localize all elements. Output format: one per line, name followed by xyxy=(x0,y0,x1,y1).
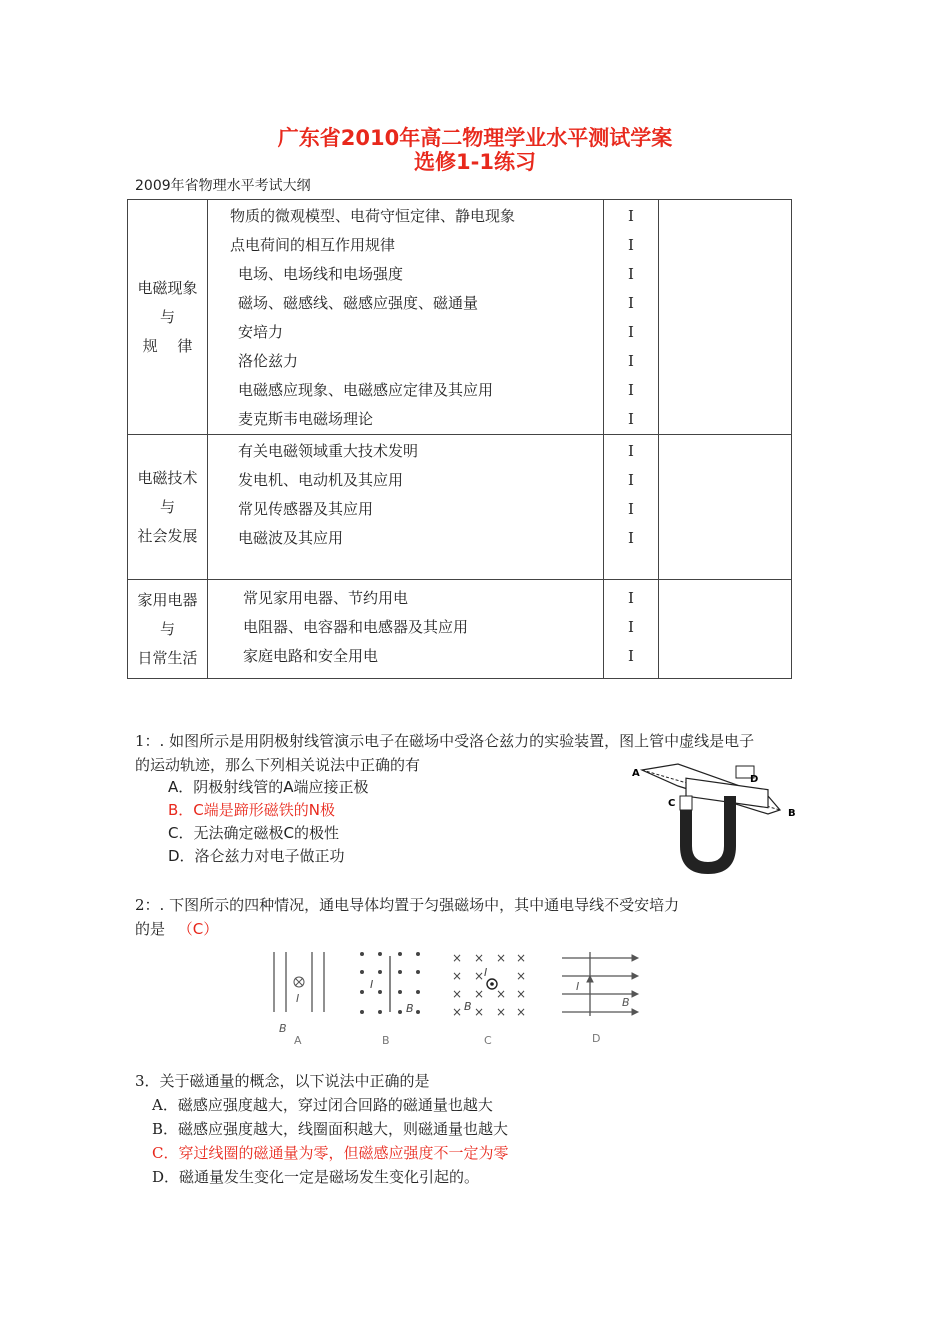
svg-text:×: × xyxy=(496,987,507,1001)
label-b: B xyxy=(788,808,796,819)
category-line: 家用电器 xyxy=(137,590,198,609)
syllabus-item: 电阻器、电容器和电感器及其应用 xyxy=(243,618,469,636)
q2-answer: （C） xyxy=(177,920,219,938)
syllabus-item: 洛伦兹力 xyxy=(238,352,299,370)
q1-stem-line1: 1：. 如图所示是用阴极射线管演示电子在磁场中受洛仑兹力的实验装置，图上管中虚线是电子 xyxy=(135,732,755,750)
q2-stem-line2 xyxy=(135,918,218,941)
category-cell xyxy=(128,580,208,679)
q3-option-c: C．穿过线圈的磁通量为零，但磁感应强度不一定为零 xyxy=(152,1144,509,1162)
syllabus-item: 电场、电场线和电场强度 xyxy=(238,265,404,283)
items-cell xyxy=(208,435,604,580)
level-mark: I xyxy=(628,647,634,665)
level-mark: I xyxy=(628,442,634,460)
current-label: I xyxy=(576,980,580,993)
svg-text:×: × xyxy=(516,1005,527,1019)
svg-text:×: × xyxy=(474,1005,485,1019)
q3-option-d: D．磁通量发生变化一定是磁场发生变化引起的。 xyxy=(152,1168,480,1186)
q3-stem: 3．关于磁通量的概念，以下说法中正确的是 xyxy=(135,1072,430,1090)
label-d: D xyxy=(750,774,759,785)
syllabus-item: 发电机、电动机及其应用 xyxy=(238,471,404,489)
category-cell xyxy=(128,435,208,580)
category-line: 日常生活 xyxy=(137,648,198,667)
level-cell xyxy=(604,435,659,580)
q1-option-b: B．C端是蹄形磁铁的N极 xyxy=(168,801,335,819)
syllabus-item: 常见传感器及其应用 xyxy=(238,500,374,518)
label-a: A xyxy=(632,768,640,779)
page-subtitle: 选修1-1练习 xyxy=(414,150,536,174)
syllabus-item: 有关电磁领域重大技术发明 xyxy=(238,442,419,460)
category-line: 电磁现象 xyxy=(137,278,198,297)
q1-option-a: A．阴极射线管的A端应接正极 xyxy=(168,778,369,796)
current-label: I xyxy=(296,992,300,1005)
blank-cell xyxy=(659,200,792,435)
syllabus-item: 麦克斯韦电磁场理论 xyxy=(238,410,374,428)
level-mark: I xyxy=(628,352,634,370)
cathode-ray-tube-figure xyxy=(628,760,800,878)
svg-text:×: × xyxy=(516,969,527,983)
svg-text:×: × xyxy=(474,951,485,965)
section-row xyxy=(128,200,792,435)
syllabus-item: 点电荷间的相互作用规律 xyxy=(230,236,396,254)
svg-text:×: × xyxy=(516,987,527,1001)
magnet-pole-c xyxy=(680,796,692,810)
category-line: 社会发展 xyxy=(137,526,198,545)
section-row xyxy=(128,435,792,580)
svg-text:×: × xyxy=(474,987,485,1001)
level-mark: I xyxy=(628,589,634,607)
category-line: 电磁技术 xyxy=(137,468,198,487)
level-mark: I xyxy=(628,410,634,428)
svg-text:×: × xyxy=(496,951,507,965)
blank-cell xyxy=(659,580,792,679)
syllabus-item: 常见家用电器、节约用电 xyxy=(243,589,409,607)
q2-stem-line1: 2：. 下图所示的四种情况，通电导体均置于匀强磁场中，其中通电导线不受安培力 xyxy=(135,896,680,914)
syllabus-item: 安培力 xyxy=(238,323,284,341)
ampere-force-figure xyxy=(262,942,652,1046)
current-arrow xyxy=(587,976,593,982)
level-mark: I xyxy=(628,236,634,254)
syllabus-item: 电磁波及其应用 xyxy=(238,529,344,547)
outline-caption: 2009年省物理水平考试大纲 xyxy=(135,178,311,194)
q2-stem-text: 的是 xyxy=(135,920,166,938)
field-label: B xyxy=(279,1022,287,1035)
label-c: C xyxy=(668,798,676,809)
svg-text:×: × xyxy=(452,951,463,965)
level-cell xyxy=(604,200,659,435)
level-cell xyxy=(604,580,659,679)
q1-option-c: C．无法确定磁极C的极性 xyxy=(168,824,339,842)
section-row xyxy=(128,580,792,679)
category-cell xyxy=(128,200,208,435)
level-mark: I xyxy=(628,381,634,399)
category-line: 与 xyxy=(159,497,175,516)
level-mark: I xyxy=(628,265,634,283)
level-mark: I xyxy=(628,471,634,489)
syllabus-item: 家庭电路和安全用电 xyxy=(243,647,379,665)
panel-label-b: B xyxy=(382,1034,390,1046)
level-mark: I xyxy=(628,294,634,312)
panel-label-c: C xyxy=(484,1034,492,1046)
svg-text:×: × xyxy=(516,951,527,965)
items-cell xyxy=(208,200,604,435)
syllabus-item: 电磁感应现象、电磁感应定律及其应用 xyxy=(238,381,494,399)
q1-stem-line2: 的运动轨迹，那么下列相关说法中正确的有 xyxy=(135,756,421,774)
svg-text:×: × xyxy=(452,1005,463,1019)
level-mark: I xyxy=(628,500,634,518)
level-mark: I xyxy=(628,618,634,636)
syllabus-item: 磁场、磁感线、磁感应强度、磁通量 xyxy=(238,294,479,312)
svg-text:×: × xyxy=(452,969,463,983)
svg-text:×: × xyxy=(452,987,463,1001)
panel-label-a: A xyxy=(294,1034,302,1046)
field-label: B xyxy=(622,996,630,1009)
syllabus-item: 物质的微观模型、电荷守恒定律、静电现象 xyxy=(230,207,516,225)
level-mark: I xyxy=(628,323,634,341)
category-line: 与 xyxy=(159,619,175,638)
category-line: 规 律 xyxy=(142,336,193,355)
current-label: I xyxy=(484,966,488,979)
svg-text:×: × xyxy=(496,1005,507,1019)
syllabus-table xyxy=(127,199,792,679)
level-mark: I xyxy=(628,207,634,225)
panel-label-d: D xyxy=(592,1032,601,1045)
page-title: 广东省2010年高二物理学业水平测试学案 xyxy=(277,126,673,150)
items-cell xyxy=(208,580,604,679)
field-label: B xyxy=(406,1002,414,1015)
q1-option-d: D．洛仑兹力对电子做正功 xyxy=(168,847,345,865)
dot-mark xyxy=(490,982,494,986)
current-label: I xyxy=(370,978,374,991)
level-mark: I xyxy=(628,529,634,547)
q3-option-a: A．磁感应强度越大，穿过闭合回路的磁通量也越大 xyxy=(152,1096,493,1114)
field-label: B xyxy=(464,1000,472,1013)
q3-option-b: B．磁感应强度越大，线圈面积越大，则磁通量也越大 xyxy=(152,1120,509,1138)
svg-text:×: × xyxy=(474,969,485,983)
blank-cell xyxy=(659,435,792,580)
category-line: 与 xyxy=(159,307,175,326)
